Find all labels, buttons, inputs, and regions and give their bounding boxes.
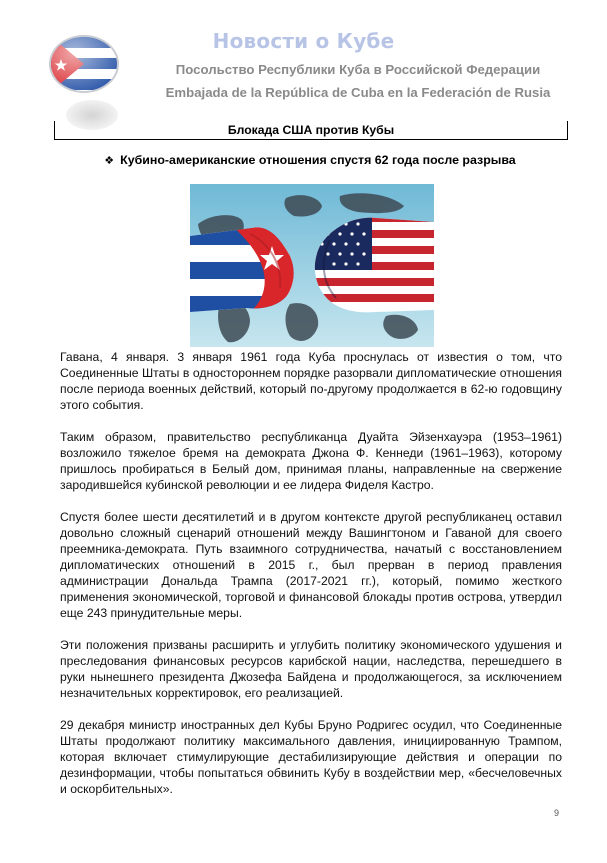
- article-paragraph: 29 декабря министр иностранных дел Кубы Бруно Родригес осудил, что Соединенные Штаты продолжают политику максимального давления, инициированную Трампом, которая включает стимулирующие дестабилизирующие действия и операции по дезинформации, чтобы попытаться обвинить Кубу в воздействии мер, «бесчеловечных и оскорбительных».: [60, 718, 562, 796]
- article-paragraph: Спустя более шести десятилетий и в другом контексте другой республиканец оставил довольно сложный сценарий отношений между Вашингтоном и Гаваной для своего преемника-демократа. Путь взаимного сотрудничества, начатый с восстановлением дипломатических отношений в 2015 г., был прерван в период правления администрации Дональда Трампа (2017-2021 гг.), который, помимо жесткого применения экономической, торговой и финансовой блокады против острова, утвердил еще 243 принудительные меры.: [60, 510, 562, 620]
- article-heading: [55, 153, 565, 167]
- embassy-name-russian: Посольство Республики Куба в Российской Федерации: [175, 62, 541, 77]
- page-number: 9: [554, 808, 560, 818]
- section-title: Блокада США против Кубы: [227, 123, 395, 137]
- article-paragraph: Таким образом, правительство республиканца Дуайта Эйзенхауэра (1953–1961) возложило тяжелое бремя на демократа Джона Ф. Кеннеди (1961–1963), которому пришлось пробираться в Белый дом, принимая планы, направленные на свержение зародившейся кубинской революции и ее лидера Фиделя Кастро.: [60, 430, 562, 492]
- embassy-name-spanish: Embajada de la República de Cuba en la Federación de Rusia: [165, 85, 551, 100]
- article-paragraph: Гавана, 4 января. 3 января 1961 года Куба проснулась от известия о том, что Соединенные Штаты в одностороннем порядке разорвали дипломатические отношения после периода военных действий, который по-другому продолжается в 62-ю годовщину этого события.: [60, 350, 562, 412]
- article-heading-text: Кубино-американские отношения спустя 62 года после разрыва: [120, 153, 516, 167]
- flags-fists-image: [190, 184, 434, 347]
- diamond-bullet-icon: ❖: [104, 155, 115, 167]
- site-title: Новости о Кубе: [212, 29, 395, 53]
- article-body: [60, 349, 562, 813]
- article-paragraph: Эти положения призваны расширить и углубить политику экономического удушения и преследования финансовых ресурсов карибской нации, наследства, перешедшего в руки нынешнего президента Джозефа Байдена и продолжающегося, за исключением незначительных корректировок, его реализацией.: [60, 638, 562, 700]
- section-header-box: [54, 121, 568, 140]
